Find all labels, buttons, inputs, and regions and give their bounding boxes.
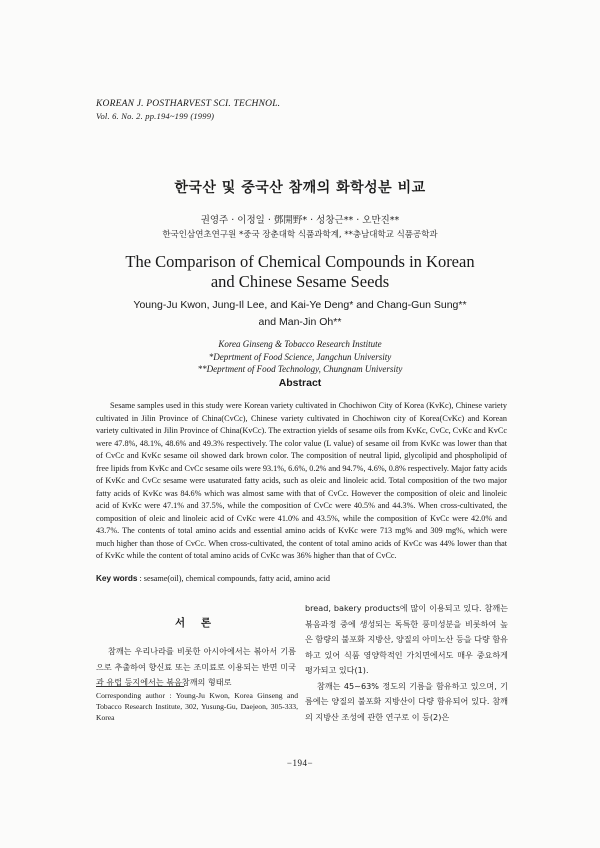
affiliation-3: **Deprtment of Food Technology, Chungnam University xyxy=(197,364,403,374)
intro-paragraph-left: 참깨는 우리나라를 비롯한 아시아에서는 볶아서 기름으로 추출하여 향신료 또는 조미료로 이용되는 반면 미국과 유럽 등지에서는 볶음참깨의 형태로 xyxy=(96,646,296,687)
journal-name: KOREAN J. POSTHARVEST SCI. TECHNOL. xyxy=(96,99,281,109)
authors-korean: 권영주 · 이정일 · 鄧開野* · 성창근** · 오만진** xyxy=(200,215,400,226)
affiliations-english xyxy=(0,338,600,376)
affiliation-2: *Deprtment of Food Science, Jangchun University xyxy=(208,351,392,362)
abstract-heading: Abstract xyxy=(278,377,322,389)
journal-volume: Vol. 6. No. 2. pp.194~199 (1999) xyxy=(96,111,215,121)
title-english xyxy=(0,252,600,292)
keywords xyxy=(96,574,330,583)
abstract-text: Sesame samples used in this study were Korean variety cultivated in Chochiwon City of Korea (KvKc), Chinese variety cultivated in Jilin Province of China(CvCc), Chinese variety cultivated in Chochiwon city of Korea(CvKc) and Korean variety cultivated in Jilin Province of China(KvCc). The extraction yields of sesame oils from KvKc, CvCc, CvKc and KvCc were 47.8%, 48.1%, 48.6% and 49.3% respectively. The color value (L value) of sesame oil from KvKc was lower than that of CvCc and KvKc sesame oil showed dark brown color. The composition of neutral lipid, glycolipid and phospholipid of free lipids from KvKc and CvCc sesame oils were 93.1%, 6.6%, 0.2% and 94.7%, 4.6%, 0.8% respectively. Major fatty acids of KvKc and CvCc sesame were usaturated fatty acids, such as oleic and linoleic acid. Total composition of the two major fatty acids of KvKc was 84.6% which was almost same with that of CvCc. However the composition of oleic and linoleic acid of KvKc were 47.1% and 37.5%, while the composition of CvCc were 40.5% and 44.3%. When cross-cultivated, the composition of oleic and linoleic acid of CvKc were 41.0% and 43.5%, while the composition of KvCc were 42.0% and 43.7%. The contents of total amino acids and essential amino acids of KvKc were 713 mg% and 309 mg%, which were much higher than those of CvCc. When cross-cultivated, the content of total amino acids of KvCc was 44% lower than that of KvKc while the content of total amino acids of CvKc was 36% higher than that of CvCc. xyxy=(96,401,507,560)
corresponding-author-footnote: Corresponding author : Young-Ju Kwon, Korea Ginseng and Tobacco Research Institute, 302, Yusung-Gu, Daejeon, 305-333, Korea xyxy=(96,691,298,722)
section-heading-introduction: 서 론 xyxy=(175,617,217,629)
authors-english-line-1: Young-Ju Kwon, Jung-Il Lee, and Kai-Ye Deng* and Chang-Gun Sung** xyxy=(133,299,467,311)
title-korean: 한국산 및 중국산 참깨의 화학성분 비교 xyxy=(174,180,426,196)
intro-paragraph-right-1: bread, bakery products에 많이 이용되고 있다. 참깨는 볶음과정 중에 생성되는 독특한 풍미성분을 비롯하여 높은 함량의 불포화 지방산, 양질의 아미노산 등을 다량 함유하고 있어 식품 영양학적인 가치면에서도 매우 중요하게 평가되고 있다(1). xyxy=(305,603,508,675)
affiliations-korean: 한국인삼연초연구원 *중국 장춘대학 식품과학계, **충남대학교 식품공학과 xyxy=(162,230,438,240)
title-english-line-2: and Chinese Sesame Seeds xyxy=(210,272,390,291)
footnote-divider xyxy=(96,686,184,687)
keywords-text: : sesame(oil), chemical compounds, fatty acid, amino acid xyxy=(139,574,330,583)
journal-header xyxy=(96,98,280,122)
page-number: −194− xyxy=(286,758,314,768)
right-column xyxy=(305,601,508,725)
authors-english-line-2: and Man-Jin Oh** xyxy=(258,316,342,328)
affiliation-1: Korea Ginseng & Tobacco Research Institute xyxy=(218,339,382,349)
left-column xyxy=(96,615,296,691)
keywords-label: Key words xyxy=(96,574,138,583)
authors-english xyxy=(0,297,600,331)
intro-paragraph-right-2: 참깨는 45~63% 정도의 기름을 함유하고 있으며, 기름에는 양질의 불포화 지방산이 다량 함유되어 있다. 참깨의 지방산 조성에 관한 연구로 이 등(2)은 xyxy=(305,680,508,722)
title-english-line-1: The Comparison of Chemical Compounds in Korean xyxy=(125,252,475,271)
